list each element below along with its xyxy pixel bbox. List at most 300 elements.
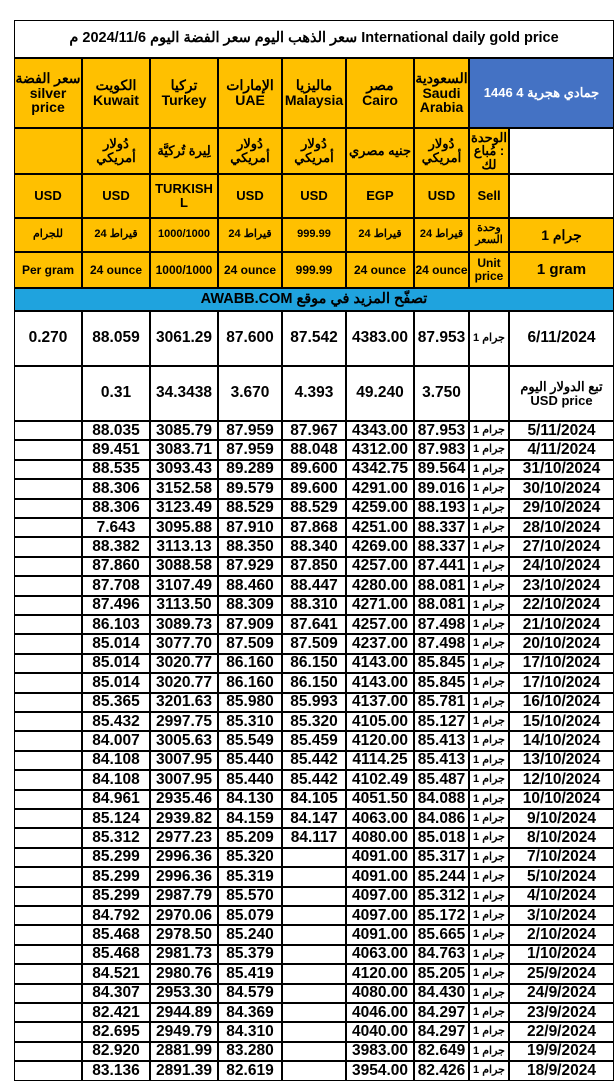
cell-date: 27/10/2024 bbox=[509, 537, 614, 556]
cell-kuwait: 85.014 bbox=[82, 673, 150, 692]
cell-turkey: 3201.63 bbox=[150, 693, 218, 712]
header-currency-date bbox=[509, 174, 614, 218]
cell-turkey: 2939.82 bbox=[150, 809, 218, 828]
cell-kuwait: 87.496 bbox=[82, 596, 150, 615]
cell-uae: 85.980 bbox=[218, 693, 282, 712]
cell-turkey: 3152.58 bbox=[150, 479, 218, 498]
header-weights-ar-date: 1 جرام bbox=[509, 218, 614, 252]
cell-date: 15/10/2024 bbox=[509, 712, 614, 731]
cell-uae: 86.160 bbox=[218, 654, 282, 673]
cell-saudi: 84.086 bbox=[414, 809, 469, 828]
cell-unit: 1 جرام bbox=[469, 654, 509, 673]
cell-malaysia: 87.850 bbox=[282, 557, 346, 576]
cell-cairo: 4237.00 bbox=[346, 634, 414, 653]
cell-saudi: 84.088 bbox=[414, 790, 469, 809]
cell-cairo: 4137.00 bbox=[346, 693, 414, 712]
cell-silver bbox=[14, 366, 82, 421]
cell-malaysia bbox=[282, 887, 346, 906]
cell-silver bbox=[14, 673, 82, 692]
cell-kuwait: 85.124 bbox=[82, 809, 150, 828]
header-weights-en-cairo: 24 ounce bbox=[346, 252, 414, 288]
cell-date: 22/9/2024 bbox=[509, 1022, 614, 1041]
cell-unit: 1 جرام bbox=[469, 887, 509, 906]
cell-saudi: 85.172 bbox=[414, 906, 469, 925]
cell-cairo: 4343.00 bbox=[346, 421, 414, 440]
cell-turkey: 34.3438 bbox=[150, 366, 218, 421]
cell-saudi: 85.781 bbox=[414, 693, 469, 712]
cell-turkey: 2997.75 bbox=[150, 712, 218, 731]
cell-cairo: 4271.00 bbox=[346, 596, 414, 615]
cell-silver bbox=[14, 1003, 82, 1022]
cell-silver bbox=[14, 596, 82, 615]
cell-cairo: 4063.00 bbox=[346, 945, 414, 964]
cell-date: 6/11/2024 bbox=[509, 311, 614, 366]
cell-turkey: 2891.39 bbox=[150, 1061, 218, 1080]
cell-malaysia: 85.442 bbox=[282, 770, 346, 789]
cell-kuwait: 84.307 bbox=[82, 984, 150, 1003]
cell-silver bbox=[14, 421, 82, 440]
cell-kuwait: 88.059 bbox=[82, 311, 150, 366]
site-banner: AWABB.COM تصفّح المزيد في موقع bbox=[14, 288, 614, 311]
cell-uae: 89.579 bbox=[218, 479, 282, 498]
cell-date: 4/11/2024 bbox=[509, 440, 614, 459]
cell-uae: 87.910 bbox=[218, 518, 282, 537]
cell-kuwait: 85.432 bbox=[82, 712, 150, 731]
cell-turkey: 2996.36 bbox=[150, 867, 218, 886]
cell-uae: 82.619 bbox=[218, 1061, 282, 1080]
cell-cairo: 4040.00 bbox=[346, 1022, 414, 1041]
cell-cairo: 4091.00 bbox=[346, 867, 414, 886]
cell-silver bbox=[14, 460, 82, 479]
cell-kuwait: 7.643 bbox=[82, 518, 150, 537]
cell-turkey: 2978.50 bbox=[150, 925, 218, 944]
cell-kuwait: 87.708 bbox=[82, 576, 150, 595]
cell-kuwait: 87.860 bbox=[82, 557, 150, 576]
cell-malaysia: 85.442 bbox=[282, 751, 346, 770]
header-units-ar-silver bbox=[14, 128, 82, 174]
cell-silver bbox=[14, 887, 82, 906]
cell-date: 22/10/2024 bbox=[509, 596, 614, 615]
cell-uae: 87.909 bbox=[218, 615, 282, 634]
cell-silver bbox=[14, 770, 82, 789]
cell-malaysia: 87.542 bbox=[282, 311, 346, 366]
cell-date: 5/11/2024 bbox=[509, 421, 614, 440]
cell-turkey: 3077.70 bbox=[150, 634, 218, 653]
cell-silver bbox=[14, 712, 82, 731]
cell-kuwait: 84.961 bbox=[82, 790, 150, 809]
cell-saudi: 87.953 bbox=[414, 421, 469, 440]
cell-malaysia bbox=[282, 848, 346, 867]
header-names-silver: سعر الفضة silver price bbox=[14, 58, 82, 128]
cell-unit: 1 جرام bbox=[469, 1042, 509, 1061]
cell-unit: 1 جرام bbox=[469, 596, 509, 615]
cell-malaysia: 84.147 bbox=[282, 809, 346, 828]
cell-cairo: 4102.49 bbox=[346, 770, 414, 789]
cell-cairo: 4291.00 bbox=[346, 479, 414, 498]
cell-kuwait: 0.31 bbox=[82, 366, 150, 421]
cell-kuwait: 86.103 bbox=[82, 615, 150, 634]
cell-malaysia: 88.048 bbox=[282, 440, 346, 459]
cell-date: 14/10/2024 bbox=[509, 731, 614, 750]
cell-uae: 85.240 bbox=[218, 925, 282, 944]
cell-turkey: 3005.63 bbox=[150, 731, 218, 750]
cell-malaysia bbox=[282, 945, 346, 964]
cell-uae: 84.130 bbox=[218, 790, 282, 809]
cell-cairo: 4097.00 bbox=[346, 906, 414, 925]
header-units-ar-date bbox=[509, 128, 614, 174]
cell-saudi: 89.564 bbox=[414, 460, 469, 479]
cell-turkey: 2981.73 bbox=[150, 945, 218, 964]
cell-unit: 1 جرام bbox=[469, 518, 509, 537]
cell-uae: 87.509 bbox=[218, 634, 282, 653]
cell-saudi: 82.649 bbox=[414, 1042, 469, 1061]
cell-uae: 85.549 bbox=[218, 731, 282, 750]
cell-malaysia bbox=[282, 906, 346, 925]
cell-uae: 3.670 bbox=[218, 366, 282, 421]
cell-turkey: 2977.23 bbox=[150, 828, 218, 847]
cell-silver bbox=[14, 576, 82, 595]
cell-kuwait: 82.421 bbox=[82, 1003, 150, 1022]
cell-silver bbox=[14, 867, 82, 886]
cell-date: 20/10/2024 bbox=[509, 634, 614, 653]
cell-uae: 84.159 bbox=[218, 809, 282, 828]
header-names-date: 1446 4 جمادي هجرية bbox=[469, 58, 614, 128]
cell-cairo: 4280.00 bbox=[346, 576, 414, 595]
cell-saudi: 3.750 bbox=[414, 366, 469, 421]
header-units-ar-unit: الوحدة : مُباع لك bbox=[469, 128, 509, 174]
cell-malaysia: 4.393 bbox=[282, 366, 346, 421]
header-units-ar-turkey: لِيرة تُركيَّة bbox=[150, 128, 218, 174]
cell-cairo: 4143.00 bbox=[346, 654, 414, 673]
header-names-turkey: تركيا Turkey bbox=[150, 58, 218, 128]
header-weights-ar-cairo: 24 قيراط bbox=[346, 218, 414, 252]
cell-unit: 1 جرام bbox=[469, 615, 509, 634]
cell-turkey: 3007.95 bbox=[150, 770, 218, 789]
cell-cairo: 4105.00 bbox=[346, 712, 414, 731]
cell-date: 28/10/2024 bbox=[509, 518, 614, 537]
cell-turkey: 3083.71 bbox=[150, 440, 218, 459]
cell-turkey: 3095.88 bbox=[150, 518, 218, 537]
cell-turkey: 3107.49 bbox=[150, 576, 218, 595]
cell-malaysia: 85.993 bbox=[282, 693, 346, 712]
cell-silver bbox=[14, 615, 82, 634]
cell-malaysia: 89.600 bbox=[282, 479, 346, 498]
cell-kuwait: 88.306 bbox=[82, 499, 150, 518]
cell-unit: 1 جرام bbox=[469, 925, 509, 944]
cell-date: تبع الدولار اليوم USD price bbox=[509, 366, 614, 421]
cell-silver bbox=[14, 925, 82, 944]
cell-unit bbox=[469, 366, 509, 421]
cell-silver bbox=[14, 790, 82, 809]
cell-unit: 1 جرام bbox=[469, 964, 509, 983]
cell-silver bbox=[14, 1022, 82, 1041]
header-currency-uae: USD bbox=[218, 174, 282, 218]
header-weights-ar-turkey: 1000/1000 bbox=[150, 218, 218, 252]
cell-unit: 1 جرام bbox=[469, 311, 509, 366]
cell-unit: 1 جرام bbox=[469, 576, 509, 595]
cell-uae: 88.350 bbox=[218, 537, 282, 556]
cell-silver bbox=[14, 479, 82, 498]
cell-saudi: 85.127 bbox=[414, 712, 469, 731]
cell-saudi: 85.317 bbox=[414, 848, 469, 867]
cell-saudi: 89.016 bbox=[414, 479, 469, 498]
cell-kuwait: 85.365 bbox=[82, 693, 150, 712]
header-weights-en-uae: 24 ounce bbox=[218, 252, 282, 288]
cell-silver bbox=[14, 440, 82, 459]
cell-cairo: 3983.00 bbox=[346, 1042, 414, 1061]
cell-silver bbox=[14, 1042, 82, 1061]
cell-malaysia bbox=[282, 925, 346, 944]
cell-unit: 1 جرام bbox=[469, 867, 509, 886]
cell-saudi: 85.244 bbox=[414, 867, 469, 886]
header-units-ar-malaysia: دُولار أمريكي bbox=[282, 128, 346, 174]
cell-cairo: 4063.00 bbox=[346, 809, 414, 828]
cell-saudi: 84.297 bbox=[414, 1003, 469, 1022]
cell-saudi: 82.426 bbox=[414, 1061, 469, 1080]
cell-silver bbox=[14, 518, 82, 537]
cell-unit: 1 جرام bbox=[469, 751, 509, 770]
header-names-uae: الإمارات UAE bbox=[218, 58, 282, 128]
cell-silver bbox=[14, 731, 82, 750]
cell-date: 23/9/2024 bbox=[509, 1003, 614, 1022]
cell-silver bbox=[14, 499, 82, 518]
cell-malaysia: 88.340 bbox=[282, 537, 346, 556]
cell-silver bbox=[14, 828, 82, 847]
cell-kuwait: 85.468 bbox=[82, 925, 150, 944]
cell-malaysia: 84.105 bbox=[282, 790, 346, 809]
cell-uae: 88.309 bbox=[218, 596, 282, 615]
header-weights-en-kuwait: 24 ounce bbox=[82, 252, 150, 288]
cell-unit: 1 جرام bbox=[469, 1022, 509, 1041]
cell-date: 3/10/2024 bbox=[509, 906, 614, 925]
cell-kuwait: 88.035 bbox=[82, 421, 150, 440]
cell-date: 30/10/2024 bbox=[509, 479, 614, 498]
cell-turkey: 3061.29 bbox=[150, 311, 218, 366]
cell-kuwait: 85.014 bbox=[82, 654, 150, 673]
header-weights-ar-kuwait: 24 قيراط bbox=[82, 218, 150, 252]
cell-kuwait: 85.468 bbox=[82, 945, 150, 964]
cell-silver bbox=[14, 848, 82, 867]
cell-uae: 85.570 bbox=[218, 887, 282, 906]
cell-saudi: 85.413 bbox=[414, 731, 469, 750]
cell-turkey: 3007.95 bbox=[150, 751, 218, 770]
cell-unit: 1 جرام bbox=[469, 1061, 509, 1080]
cell-unit: 1 جرام bbox=[469, 731, 509, 750]
cell-silver bbox=[14, 634, 82, 653]
cell-unit: 1 جرام bbox=[469, 673, 509, 692]
header-names-malaysia: ماليزيا Malaysia bbox=[282, 58, 346, 128]
cell-date: 24/9/2024 bbox=[509, 984, 614, 1003]
cell-silver bbox=[14, 964, 82, 983]
header-units-ar-saudi: دُولار أمريكي bbox=[414, 128, 469, 174]
cell-unit: 1 جرام bbox=[469, 828, 509, 847]
cell-cairo: 4120.00 bbox=[346, 731, 414, 750]
cell-cairo: 4251.00 bbox=[346, 518, 414, 537]
cell-malaysia bbox=[282, 984, 346, 1003]
cell-date: 12/10/2024 bbox=[509, 770, 614, 789]
cell-date: 18/9/2024 bbox=[509, 1061, 614, 1080]
cell-saudi: 87.498 bbox=[414, 615, 469, 634]
cell-malaysia bbox=[282, 867, 346, 886]
cell-date: 17/10/2024 bbox=[509, 673, 614, 692]
cell-unit: 1 جرام bbox=[469, 984, 509, 1003]
cell-date: 25/9/2024 bbox=[509, 964, 614, 983]
cell-kuwait: 88.382 bbox=[82, 537, 150, 556]
cell-saudi: 85.487 bbox=[414, 770, 469, 789]
cell-uae: 88.460 bbox=[218, 576, 282, 595]
cell-unit: 1 جرام bbox=[469, 848, 509, 867]
cell-turkey: 3088.58 bbox=[150, 557, 218, 576]
cell-turkey: 2970.06 bbox=[150, 906, 218, 925]
cell-turkey: 2953.30 bbox=[150, 984, 218, 1003]
cell-malaysia bbox=[282, 1003, 346, 1022]
cell-date: 4/10/2024 bbox=[509, 887, 614, 906]
cell-cairo: 4080.00 bbox=[346, 828, 414, 847]
cell-cairo: 4046.00 bbox=[346, 1003, 414, 1022]
cell-date: 5/10/2024 bbox=[509, 867, 614, 886]
cell-date: 31/10/2024 bbox=[509, 460, 614, 479]
cell-turkey: 2935.46 bbox=[150, 790, 218, 809]
cell-cairo: 4080.00 bbox=[346, 984, 414, 1003]
cell-malaysia: 85.320 bbox=[282, 712, 346, 731]
cell-malaysia: 87.509 bbox=[282, 634, 346, 653]
cell-unit: 1 جرام bbox=[469, 460, 509, 479]
cell-malaysia: 86.150 bbox=[282, 673, 346, 692]
cell-kuwait: 85.299 bbox=[82, 867, 150, 886]
cell-silver bbox=[14, 945, 82, 964]
cell-saudi: 85.845 bbox=[414, 673, 469, 692]
cell-saudi: 88.193 bbox=[414, 499, 469, 518]
cell-uae: 85.209 bbox=[218, 828, 282, 847]
cell-unit: 1 جرام bbox=[469, 809, 509, 828]
cell-cairo: 4091.00 bbox=[346, 925, 414, 944]
cell-turkey: 2987.79 bbox=[150, 887, 218, 906]
header-currency-unit: Sell bbox=[469, 174, 509, 218]
cell-date: 21/10/2024 bbox=[509, 615, 614, 634]
header-weights-en-silver: Per gram bbox=[14, 252, 82, 288]
cell-unit: 1 جرام bbox=[469, 634, 509, 653]
cell-kuwait: 88.535 bbox=[82, 460, 150, 479]
cell-malaysia bbox=[282, 1042, 346, 1061]
cell-turkey: 3020.77 bbox=[150, 673, 218, 692]
cell-uae: 84.579 bbox=[218, 984, 282, 1003]
cell-silver bbox=[14, 809, 82, 828]
cell-cairo: 4259.00 bbox=[346, 499, 414, 518]
cell-saudi: 85.665 bbox=[414, 925, 469, 944]
header-weights-en-date: 1 gram bbox=[509, 252, 614, 288]
cell-malaysia bbox=[282, 964, 346, 983]
cell-uae: 89.289 bbox=[218, 460, 282, 479]
cell-cairo: 4091.00 bbox=[346, 848, 414, 867]
cell-uae: 85.440 bbox=[218, 751, 282, 770]
cell-date: 9/10/2024 bbox=[509, 809, 614, 828]
cell-cairo: 49.240 bbox=[346, 366, 414, 421]
cell-malaysia: 88.447 bbox=[282, 576, 346, 595]
cell-malaysia: 84.117 bbox=[282, 828, 346, 847]
cell-kuwait: 85.299 bbox=[82, 887, 150, 906]
header-units-ar-cairo: جنيه مصري bbox=[346, 128, 414, 174]
cell-saudi: 85.018 bbox=[414, 828, 469, 847]
cell-silver bbox=[14, 693, 82, 712]
cell-cairo: 4257.00 bbox=[346, 557, 414, 576]
cell-cairo: 4269.00 bbox=[346, 537, 414, 556]
cell-saudi: 87.953 bbox=[414, 311, 469, 366]
cell-turkey: 2949.79 bbox=[150, 1022, 218, 1041]
cell-kuwait: 83.136 bbox=[82, 1061, 150, 1080]
cell-turkey: 2944.89 bbox=[150, 1003, 218, 1022]
cell-unit: 1 جرام bbox=[469, 712, 509, 731]
header-units-ar-kuwait: دُولار أمريكي bbox=[82, 128, 150, 174]
cell-uae: 85.319 bbox=[218, 867, 282, 886]
cell-uae: 87.600 bbox=[218, 311, 282, 366]
cell-kuwait: 84.108 bbox=[82, 751, 150, 770]
header-currency-cairo: EGP bbox=[346, 174, 414, 218]
cell-uae: 85.079 bbox=[218, 906, 282, 925]
cell-cairo: 4342.75 bbox=[346, 460, 414, 479]
cell-cairo: 4143.00 bbox=[346, 673, 414, 692]
cell-turkey: 2980.76 bbox=[150, 964, 218, 983]
cell-malaysia: 89.600 bbox=[282, 460, 346, 479]
cell-silver bbox=[14, 906, 82, 925]
cell-cairo: 4257.00 bbox=[346, 615, 414, 634]
cell-unit: 1 جرام bbox=[469, 499, 509, 518]
cell-cairo: 4051.50 bbox=[346, 790, 414, 809]
cell-date: 23/10/2024 bbox=[509, 576, 614, 595]
cell-cairo: 4114.25 bbox=[346, 751, 414, 770]
cell-kuwait: 84.521 bbox=[82, 964, 150, 983]
header-weights-en-unit: Unit price bbox=[469, 252, 509, 288]
cell-saudi: 87.983 bbox=[414, 440, 469, 459]
cell-saudi: 85.413 bbox=[414, 751, 469, 770]
cell-silver bbox=[14, 557, 82, 576]
cell-kuwait: 84.007 bbox=[82, 731, 150, 750]
cell-turkey: 3085.79 bbox=[150, 421, 218, 440]
cell-kuwait: 85.299 bbox=[82, 848, 150, 867]
header-currency-saudi: USD bbox=[414, 174, 469, 218]
cell-date: 19/9/2024 bbox=[509, 1042, 614, 1061]
cell-uae: 83.280 bbox=[218, 1042, 282, 1061]
cell-kuwait: 82.920 bbox=[82, 1042, 150, 1061]
cell-uae: 85.320 bbox=[218, 848, 282, 867]
cell-kuwait: 84.108 bbox=[82, 770, 150, 789]
cell-date: 10/10/2024 bbox=[509, 790, 614, 809]
header-weights-ar-malaysia: 999.99 bbox=[282, 218, 346, 252]
cell-date: 13/10/2024 bbox=[509, 751, 614, 770]
header-currency-turkey: TURKISH L bbox=[150, 174, 218, 218]
cell-saudi: 85.205 bbox=[414, 964, 469, 983]
cell-kuwait: 85.014 bbox=[82, 634, 150, 653]
cell-uae: 87.959 bbox=[218, 421, 282, 440]
cell-saudi: 84.297 bbox=[414, 1022, 469, 1041]
cell-unit: 1 جرام bbox=[469, 790, 509, 809]
header-names-cairo: مصر Cairo bbox=[346, 58, 414, 128]
cell-unit: 1 جرام bbox=[469, 770, 509, 789]
cell-silver bbox=[14, 537, 82, 556]
cell-unit: 1 جرام bbox=[469, 557, 509, 576]
cell-saudi: 88.081 bbox=[414, 596, 469, 615]
cell-uae: 85.440 bbox=[218, 770, 282, 789]
cell-saudi: 85.845 bbox=[414, 654, 469, 673]
cell-turkey: 3123.49 bbox=[150, 499, 218, 518]
cell-date: 24/10/2024 bbox=[509, 557, 614, 576]
cell-malaysia bbox=[282, 1061, 346, 1080]
cell-uae: 85.379 bbox=[218, 945, 282, 964]
header-currency-silver: USD bbox=[14, 174, 82, 218]
cell-silver: 0.270 bbox=[14, 311, 82, 366]
cell-saudi: 88.337 bbox=[414, 518, 469, 537]
cell-uae: 88.529 bbox=[218, 499, 282, 518]
cell-unit: 1 جرام bbox=[469, 440, 509, 459]
